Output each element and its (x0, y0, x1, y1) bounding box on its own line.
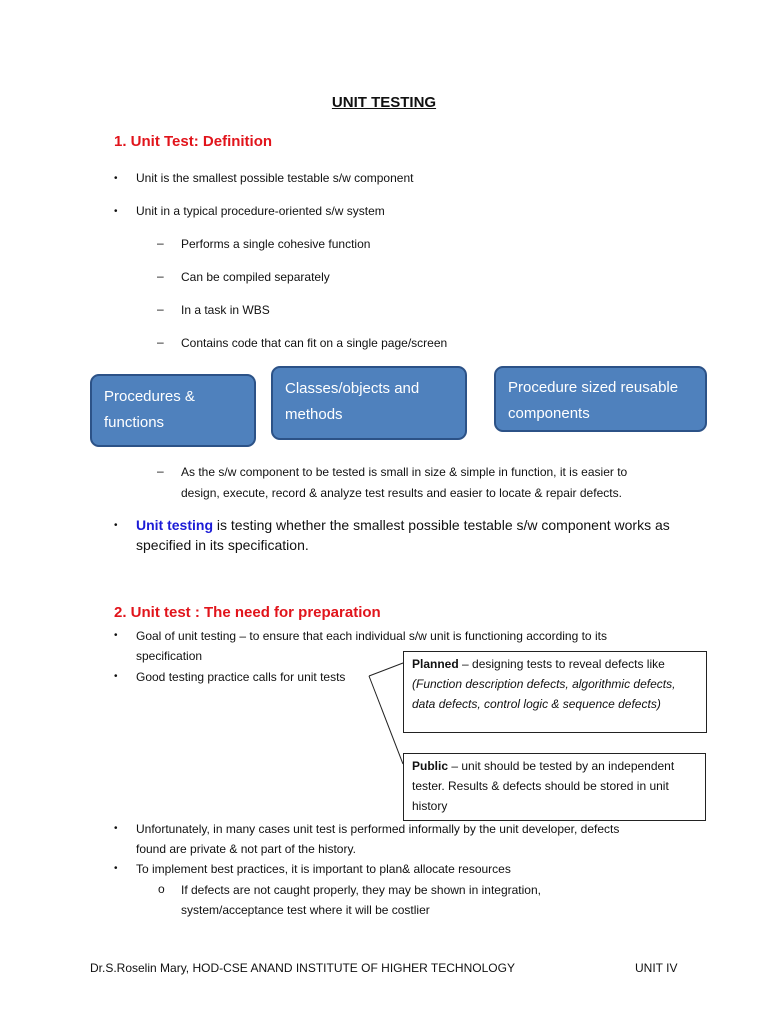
bullet-marker: • (114, 671, 118, 682)
dash-marker: – (157, 302, 164, 316)
circle-marker: o (158, 882, 165, 896)
good-practice-text: Good testing practice calls for unit tests (136, 670, 346, 684)
box-reusable-components: Procedure sized reusable components (494, 366, 707, 432)
unit-testing-term: Unit testing (136, 517, 213, 533)
sub-item-wbs: In a task in WBS (181, 303, 270, 317)
box-procedures-functions: Procedures & functions (90, 374, 256, 447)
dash-marker: – (157, 269, 164, 283)
bullet-marker: • (114, 823, 118, 834)
sub-item-cohesive: Performs a single cohesive function (181, 237, 371, 251)
implement-text: To implement best practices, it is important to plan& allocate resources (136, 862, 511, 876)
callout-public (403, 753, 706, 821)
unfortunately-line-2: found are private & not part of the history. (136, 842, 356, 856)
costlier-line-1: If defects are not caught properly, they may be shown in integration, (181, 883, 541, 897)
section-2-heading: 2. Unit test : The need for preparation (114, 604, 381, 621)
bullet-marker: • (114, 630, 118, 641)
footer-unit: UNIT IV (635, 961, 678, 975)
callout-planned (403, 651, 707, 733)
dash-marker: – (157, 335, 164, 349)
bullet-marker: • (114, 206, 118, 217)
goal-line-2: specification (136, 649, 203, 663)
bullet-marker: • (114, 173, 118, 184)
unit-testing-definition-line-2: specified in its specification. (136, 537, 309, 553)
note-line-1: As the s/w component to be tested is small in size & simple in function, it is easier to (181, 465, 628, 479)
bullet-marker: • (114, 863, 118, 874)
goal-line-1: Goal of unit testing – to ensure that each individual s/w unit is functioning according to its (136, 629, 607, 643)
public-text: – unit should be tested by an independent tester. Results & defects should be stored in unit history (412, 759, 675, 813)
planned-label: Planned (412, 657, 459, 671)
costlier-line-2: system/acceptance test where it will be costlier (181, 903, 430, 917)
bullet-smallest-unit: Unit is the smallest possible testable s/w component (136, 171, 414, 185)
sub-item-single-page: Contains code that can fit on a single page/screen (181, 336, 448, 350)
note-line-2: design, execute, record & analyze test results and easier to locate & repair defects. (181, 486, 622, 500)
bullet-procedure-oriented: Unit in a typical procedure-oriented s/w system (136, 204, 385, 218)
bullet-marker: • (114, 520, 118, 531)
planned-detail: (Function description defects, algorithmic defects, data defects, control logic & sequence defects) (412, 677, 676, 711)
footer-author: Dr.S.Roselin Mary, HOD-CSE ANAND INSTITUTE OF HIGHER TECHNOLOGY (90, 961, 515, 975)
dash-marker: – (157, 464, 164, 478)
section-1-heading: 1. Unit Test: Definition (114, 133, 273, 150)
dash-marker: – (157, 236, 164, 250)
box-classes-objects: Classes/objects and methods (271, 366, 467, 440)
public-label: Public (412, 759, 449, 773)
planned-text: – designing tests to reveal defects like (458, 657, 665, 671)
sub-item-compiled: Can be compiled separately (181, 270, 330, 284)
page-title: UNIT TESTING (331, 94, 437, 111)
unfortunately-line-1: Unfortunately, in many cases unit test is performed informally by the unit developer, defects (136, 822, 620, 836)
unit-testing-text: is testing whether the smallest possible testable s/w component works as (213, 517, 670, 533)
